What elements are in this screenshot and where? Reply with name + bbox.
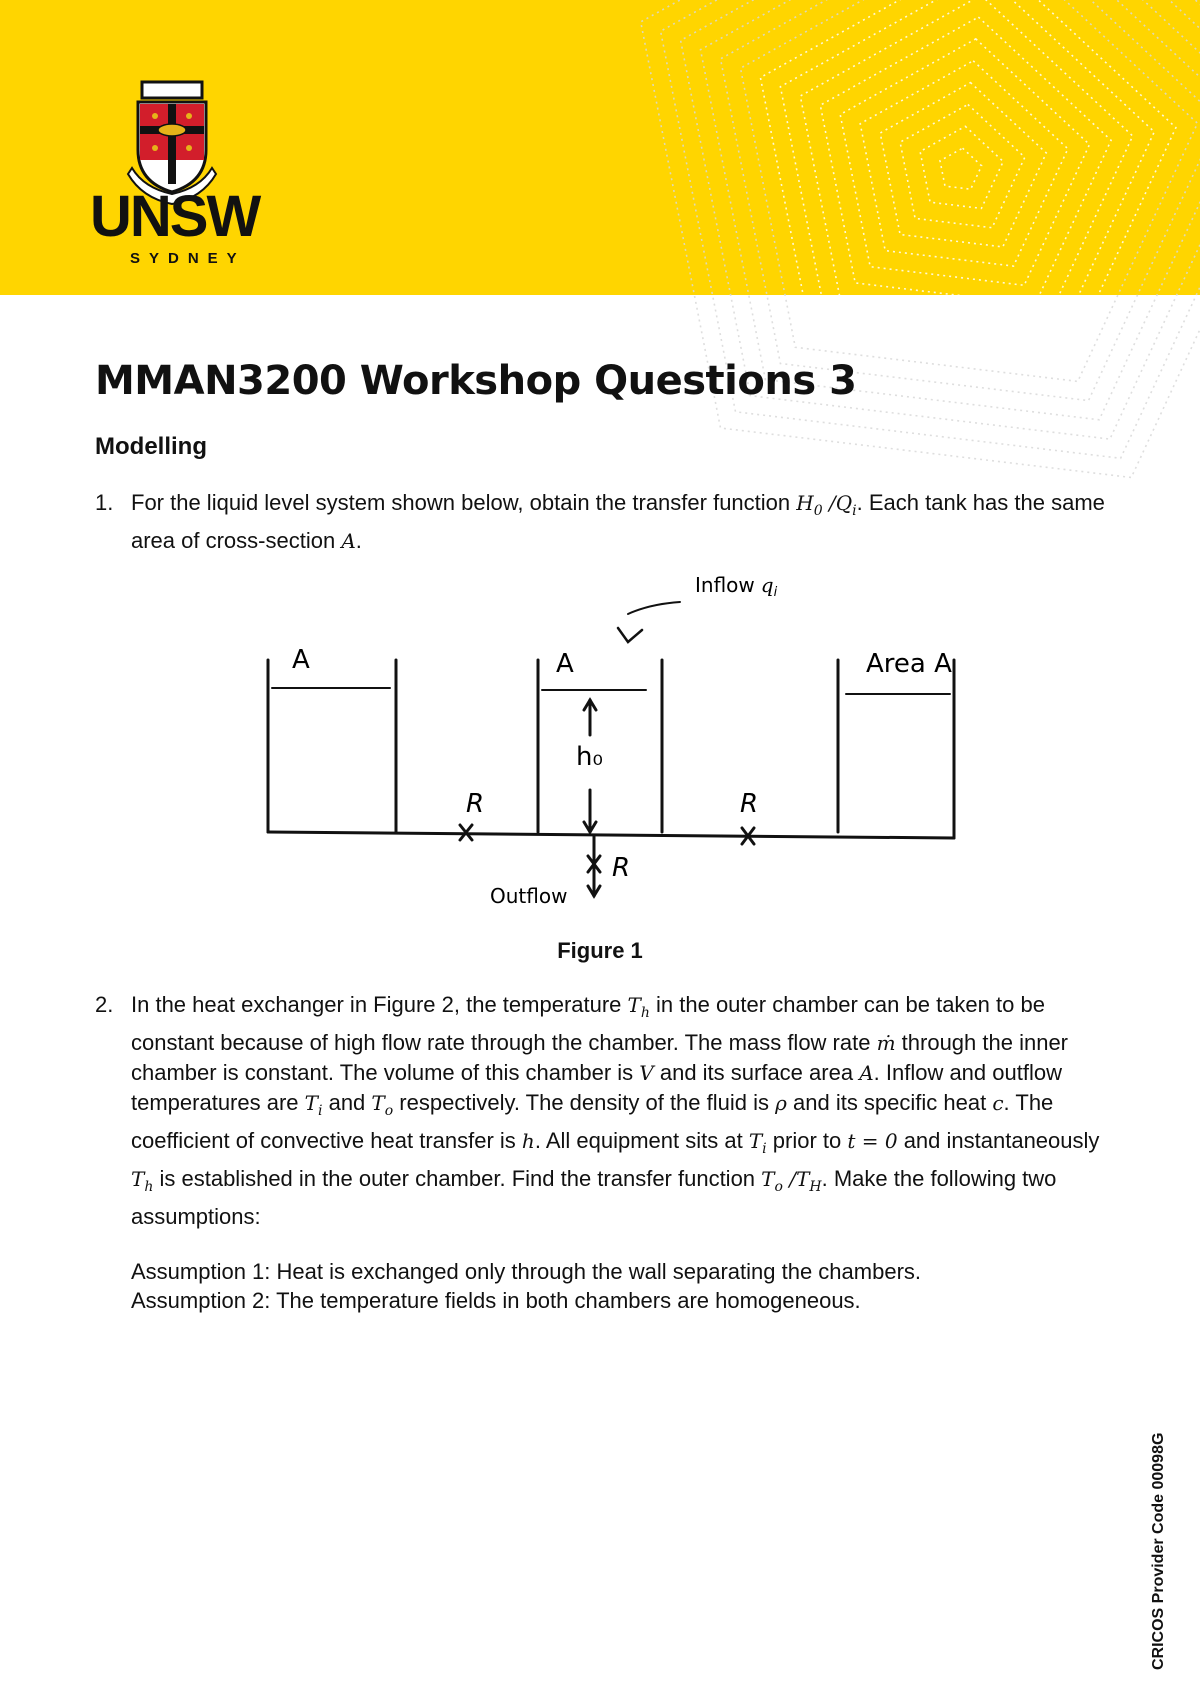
assumptions-block: [131, 1257, 1115, 1315]
assumption-1: Assumption 1: Heat is exchanged only through the wall separating the chambers.: [131, 1259, 922, 1284]
pentagon-ring: [840, 39, 1089, 285]
pentagon-ring: [641, 0, 1200, 478]
question-2-number: 2.: [95, 992, 114, 1017]
pentagon-ring: [920, 126, 1003, 208]
label-outflow: Outflow: [490, 884, 568, 908]
label-inflow: Inflow $q_i$: [695, 573, 778, 600]
cricos-provider-code: CRICOS Provider Code 00098G: [1150, 1432, 1167, 1670]
question-2-text: In the heat exchanger in Figure 2, the temperature $T_h$ in the outer chamber can be taken to be constant because of high flow rate through the chamber. The mass flow rate ṁ through the inner chamber is constant. The volume of this chamber is V and its surface area A. Inflow and outflow temperatures are $T_i$ and $T_o$ respectively. The density of the fluid is ρ and its specific heat c. The coefficient of convective heat transfer is h. All equipment sits at $T_i$ prior to t = 0 and instantaneously $T_h$ is established in the outer chamber. Find the transfer function $T_o$ $/T_H$. Make the following two assumptions:: [131, 992, 1100, 1229]
label-resistance-2: R: [740, 789, 759, 819]
figure-1-liquid-level-diagram: [250, 560, 970, 910]
pentagon-ring: [900, 105, 1025, 228]
pentagon-ring: [860, 61, 1068, 266]
assumption-2: Assumption 2: The temperature fields in both chambers are homogeneous.: [131, 1288, 861, 1313]
pentagon-pattern-decoration: [600, 0, 1200, 560]
pentagon-ring: [741, 0, 1198, 381]
pentagon-ring: [701, 0, 1200, 420]
brand-sydney-wordmark: SYDNEY: [130, 250, 246, 267]
section-heading-modelling: Modelling: [95, 433, 207, 460]
label-tank-1-area: A: [292, 645, 310, 675]
pentagon-ring: [721, 0, 1200, 401]
pentagon-ring: [800, 0, 1132, 324]
question-1-number: 1.: [95, 490, 114, 515]
label-resistance-1: R: [466, 789, 485, 819]
label-tank-2-area: A: [556, 649, 574, 679]
label-resistance-3: R: [612, 853, 631, 883]
question-1-text: For the liquid level system shown below, obtain the transfer function $H_0$ $/Q_i$. Each tank has the same area of cross-section A.: [131, 490, 1105, 553]
page-title: MMAN3200 Workshop Questions 3: [95, 358, 857, 404]
pentagon-ring: [780, 0, 1154, 343]
label-height-h0: h₀: [576, 742, 603, 772]
question-2: [95, 990, 1115, 1315]
pentagon-ring: [940, 148, 982, 189]
question-1: [95, 488, 1115, 556]
figure-1-caption: Figure 1: [557, 938, 643, 963]
pentagon-ring: [760, 0, 1176, 362]
label-tank-3-area: Area A: [866, 649, 952, 679]
brand-unsw-wordmark: UNSW: [90, 184, 260, 249]
